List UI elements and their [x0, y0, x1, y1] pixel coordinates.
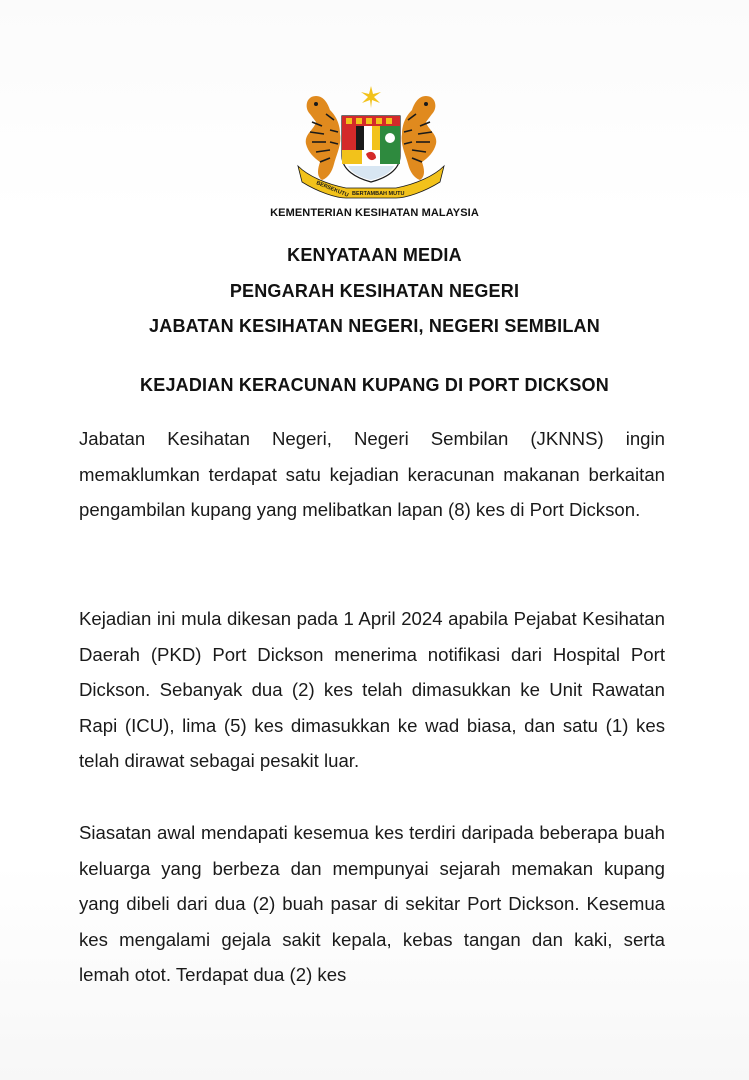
title-director: PENGARAH KESIHATAN NEGERI	[229, 281, 520, 301]
body-paragraph-2: Kejadian ini mula dikesan pada 1 April 2024 apabila Pejabat Kesihatan Daerah (PKD) Port Dickson menerima notifikasi dari Hospital Port Dickson. Sebanyak dua (2) kes telah dimasukkan ke Unit Rawatan Rapi (ICU), lima (5) kes dimasukkan ke wad biasa, dan satu (1) kes telah dirawat sebagai pesakit luar.	[79, 608, 665, 771]
crest-motto-left: BERSEKUTU	[315, 180, 350, 199]
crest-motto-right: BERTAMBAH MUTU	[352, 191, 405, 197]
right-tiger-icon	[402, 96, 437, 180]
title-media-statement: KENYATAAN MEDIA	[287, 245, 462, 265]
subject-title: KEJADIAN KERACUNAN KUPANG DI PORT DICKSON	[140, 375, 609, 395]
title-department: JABATAN KESIHATAN NEGERI, NEGERI SEMBILAN	[149, 316, 600, 336]
body-paragraph-1: Jabatan Kesihatan Negeri, Negeri Sembilan (JKNNS) ingin memaklumkan terdapat satu kejadian keracunan makanan berkaitan pengambilan kupang yang melibatkan lapan (8) kes di Port Dickson.	[79, 428, 665, 520]
body-paragraph-3: Siasatan awal mendapati kesemua kes terdiri daripada beberapa buah keluarga yang berbeza dan mempunyai sejarah memakan kupang yang dibeli dari dua (2) buah pasar di sekitar Port Dickson. Kesemua kes mengalami gejala sakit kepala, kebas tangan dan kaki, serta lemah otot. Terdapat dua (2) kes	[79, 822, 665, 985]
crescent-star-icon	[358, 86, 384, 108]
coat-of-arms-icon	[296, 86, 446, 204]
shield-icon	[342, 116, 400, 182]
left-tiger-icon	[306, 96, 341, 180]
ministry-name: KEMENTERIAN KESIHATAN MALAYSIA	[270, 207, 479, 219]
